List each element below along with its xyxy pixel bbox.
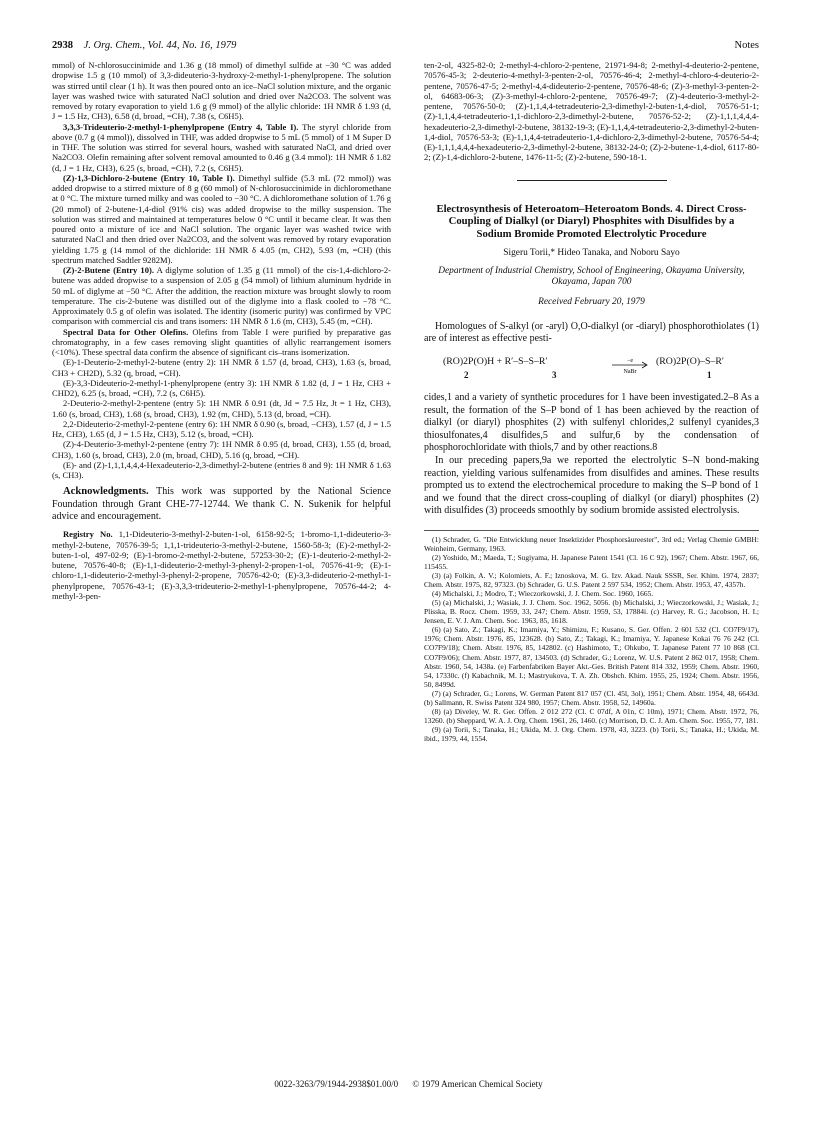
arrow-bottom-label: NaBr [623, 368, 637, 375]
left-column [52, 60, 391, 601]
compound-number: 3 [552, 369, 557, 380]
registry-numbers [52, 529, 391, 601]
reaction-arrow-icon [610, 356, 650, 376]
spectral-entry: (E)- and (Z)-1,1,1,4,4,4-Hexadeuterio-2,3-dimethyl-2-butene (entries 8 and 9): 1H NMR δ 1.63 (s, CH3). [52, 459, 391, 480]
compound-number: 1 [707, 369, 712, 380]
article-body [424, 321, 759, 518]
footnote: (3) (a) Folkin, A. V.; Kolomiets, A. F.; Iznoskova, M. G. Izv. Akad. Nauk SSSR, Ser. Khim. 1974, 2837; Chem. Abstr. 1975, 82, 97323. (b) Schrader, G. U.S. Patent 2 597 534, 1952; Chem. Abstr. 1953, 47, 4357h. [424, 571, 759, 590]
paragraph [52, 327, 391, 358]
subheading: Spectral Data for Other Olefins. [63, 326, 189, 337]
reaction-equation [424, 356, 759, 382]
subheading: (Z)-1,3-Dichloro-2-butene (Entry 10, Table I). [63, 172, 235, 183]
paragraph [52, 265, 391, 327]
paragraph [52, 173, 391, 265]
ack-text: This work was supported by the National Science Foundation through Grant CHE-77-12744. We thank C. N. Sukenik for helpful advice and encouragement. [52, 486, 391, 523]
spectral-entry: 2-Deuterio-2-methyl-2-pentene (entry 5): 1H NMR δ 0.91 (dt, Jd = 7.5 Hz, Jt = 1 Hz, CH3), 1.60 (s, broad, CH3), 1.68 (s, broad, CH3), 1.92 (m, CHD), 5.13 (d, broad, =CH). [52, 398, 391, 419]
footnote: (7) (a) Schrader, G.; Lorens, W. German Patent 817 057 (Cl. 45l, 3ol), 1951; Chem. Abstr. 1954, 48, 6643d. (b) Sallmann, R. Swiss Patent 324 980, 1957; Chem. Abstr. 1958, 52, 14960a. [424, 688, 759, 707]
footnote: (2) Yoshido, M.; Maeda, T.; Sugiyama, H. Japanese Patent 1541 (Cl. 16 C 92), 1967; Chem. Abstr. 1967, 66, 115455. [424, 553, 759, 572]
paragraph: Homologues of S-alkyl (or -aryl) O,O-dialkyl (or -diaryl) phosphorothiolates (1) are of interest as effective pesti- [424, 320, 759, 345]
paragraph [52, 122, 391, 173]
acknowledgments [52, 486, 391, 523]
subheading: (Z)-2-Butene (Entry 10). [63, 265, 154, 275]
paragraph: In our preceding papers,9a we reported the electrolytic S–N bond-making reaction, yielding various sulfenamides from disulfides and amines. These results prompted us to extend the electrochemical procedure to making the S–P bond of 1 and we found that the direct cross-coupling of dialkyl (or diaryl) phosphites (2) with disulfides (3) proceeds smoothly by sodium bromide assisted electrolysis. [424, 454, 759, 517]
paragraph: cides,1 and a variety of synthetic procedures for 1 have been investigated.2–8 As a result, the formation of the S–P bond of 1 has been achieved by the reaction of dialkyl (or diaryl) phosphites (2) with sulfenyl chlorides,2 sulfenyl cyanides,3 thiosulfonates,4 disulfides,5 and sulfur,6 by the condensation of phosphorochloridate with thiols,7 and by other reactions.8 [424, 391, 759, 454]
subheading: 3,3,3-Trideuterio-2-methyl-1-phenylpropene (Entry 4, Table I). [63, 121, 299, 132]
paragraph-text: The styryl chloride from above (0.7 g (4 mmol)), dissolved in THF, was added dropwise to 5 mL (5 mmol) of 1 M Super D in THF. The solution was stirred for several hours, washed with saturated NaCl, and dried over Na2CO3. Olefin remaining after solvent removal amounted to 0.46 g (3.4 mmol): 1H NMR δ 1.82 (d, J = 1 Hz, CH3), 6.25 (s, broad, =CH), 7.2 (s, C6H5). [52, 121, 391, 173]
arrow-top-label: −e [626, 357, 634, 364]
registry-continued: ten-2-ol, 4325-82-0; 2-methyl-4-chloro-2-pentene, 21971-94-8; 2-methyl-4-deuterio-2-pentene, 70576-45-3; 2-deuterio-4-methyl-3-penten-2-ol, 70576-46-4; 2-methyl-4-chloro-4-deuterio-2-pentene, 70576-47-5; 2-methyl-4,4-dideuterio-2-pentene, 70576-48-6; (Z)-3-methyl-3-penten-2-ol, 64683-06-3; (Z)-3-methyl-4-chloro-2-pentene, 70576-49-7; (Z)-4-deuterio-3-methyl-2-pentene, 70576-50-0; (Z)-1,1,4,4-tetradeuterio-2,3-dimethyl-2-buten-1,4-diol, 70576-51-1; (Z)-1,1,4,4-tetradeuterio-1,1-dichloro-2,3-dimethyl-2-butene, 70576-52-2; (Z)-1,1,1,4,4,4-hexadeuterio-2,3-dimethyl-2-butene, 38132-19-3; (E)-1,1,4,4-tetradeuterio-2,3-dimethyl-2-buten-1,4-diol, 70576-53-3; (E)-1,1,4,4-tetradeuterio-1,4-dichloro-2,3-dimethyl-2-butene, 70576-54-4; (E)-1,1,1,4,4,4-hexadeuterio-2,3-dimethyl-2-butene, 38132-24-0; (Z)-2-butene-1,4-diol, 6117-80-2; (Z)-1,4-dichloro-2-butene, 1476-11-5; (Z)-2-butene, 590-18-1. [424, 60, 759, 163]
footnote: (4) Michalski, J.; Modro, T.; Wieczorkowski, J. J. Chem. Soc. 1960, 1665. [432, 589, 654, 599]
footnote: (9) (a) Torii, S.; Tanaka, H.; Ukida, M. J. Org. Chem. 1978, 43, 3223. (b) Torii, S.; Tanaka, H.; Ukida, M. ibid., 1979, 44, 1554. [424, 724, 759, 743]
article-title: Electrosynthesis of Heteroatom–Heteroatom Bonds. 4. Direct Cross-Coupling of Dialkyl (or Diaryl) Phosphites with Disulfides by a Sodium Bromide Promoted Electrolytic Procedure [436, 202, 747, 240]
equation-product: (RO)2P(O)–S–R′ [656, 355, 725, 367]
journal-citation: J. Org. Chem., Vol. 44, No. 16, 1979 [83, 40, 237, 51]
registry-text: 1,1-Dideuterio-3-methyl-2-buten-1-ol, 6158-92-5; 1-bromo-1,1-dideuterio-3-methyl-2-butene, 70576-39-5; 1,1,1-trideuterio-3-methyl-2-butene, 1560-58-3; (E)-2-methyl-2-buten-1-ol, 497-02-9; (E)-1-bromo-2-methyl-2-butene, 57253-30-2; (E)-1-deuterio-2-methyl-2-butene, 70576-40-8; (E)-1,1-dideuterio-2-methyl-3-phenyl-2-propen-1-ol, 70576-41-9; (E)-1-chloro-1,1-dideuterio-2-methyl-3-phenyl-2-propene, 70576-42-0; (E)-3,3-dideuterio-2-methyl-1-phenylpropene, 70576-43-1; (E)-3,3,3-trideuterio-2-methyl-1-phenylpropene, 70576-44-2; 4-methyl-3-pen- [52, 529, 391, 601]
footnote: (1) Schrader, G. "Die Entwicklung neuer Insektizider Phosphorsäureester", 3rd ed.; Verlag Chemie GMBH: Weinheim, Germany, 1963. [424, 534, 759, 553]
running-header [52, 40, 759, 54]
paragraph-text: Dimethyl sulfide (5.3 mL (72 mmol)) was added dropwise to a stirred mixture of 8 g (60 mmol) of N-chlorosuccinimide in dichloromethane at 0 °C. The mixture turned milky and was cooled to −30 °C. A dichloromethane solution of 1.76 g (20 mmol) of 2-butene-1,4-diol (91% cis) was added dropwise to the milky suspension. The solution was stirred and maintained at temperatures below 0 °C until it became clear. It was then poured onto a mixture of ice and NaCl solution. The organic layer was washed twice with saturated NaCl and then dried over Na2CO3, and the solvent was removed by rotary evaporation yielding 1.75 g (14 mmol of the dichloride: 1H NMR δ 4.05 (m, CH2), 5.93 (m, =CH) (this spectrum matched Sadtler 9282M). [52, 172, 391, 265]
article-authors: Sigeru Torii,* Hideo Tanaka, and Noboru Sayo [503, 248, 680, 259]
paragraph-text: Olefins from Table I were purified by preparative gas chromatography, in a few cases removing slight quantities of allylic rearrangement isomers (<10%). These spectral data confirm the absence of significant cis–trans isomerization. [52, 326, 392, 357]
spectral-entry: (E)-3,3-Dideuterio-2-methyl-1-phenylpropene (entry 3): 1H NMR δ 1.82 (d, J = 1 Hz, CH3 + CHD2), 6.25 (s, broad, =CH), 7.2 (s, C6H5). [52, 377, 391, 398]
footnote: (8) (a) Diveley, W. R. Ger. Offen. 2 012 272 (Cl. C 07df, A 01n, C 10m), 1971; Chem. Abstr. 1972, 76, 13260. (b) Sheppard, W. A. J. Org. Chem. 1961, 26, 1460. (c) Morrison, D. C. J. Am. Chem. Soc. 1955, 77, 181. [424, 706, 759, 725]
footnote: (6) (a) Sato, Z.; Takagi, K.; Imamiya, Y.; Shimizu, F.; Kusano, S. Ger. Offen. 2 601 532 (Cl. CO7F9/17), 1976; Chem. Abstr. 1976, 85, 123628. (b) Sato, Z.; Takagi, K.; Imamiya, Y. Japanese Kokai 76 76 242 (Cl. CO7F9/18); Chem. Abstr. 1976, 85, 142802. (c) Hashimoto, T.; Ohkubo, T. Japanese Patent 77 10 868 (Cl. CO7F9/06); Chem. Abstr. 1977, 87, 134503. (d) Schrader, G.; Lorenz, W. U.S. Patent 2 862 017, 1958; Chem. Abstr. 1960, 54, 1438a. (e) Farbenfabriken Bayer Akt.-Ges. British Patent 814 332, 1959; Chem. Abstr. 1960, 54, 17330c. (f) Kabachnik, M. I.; Mastryukova, T. A. Zh. Obshch. Khim. 1955, 25, 1924; Chem. Abstr. 1956, 50, 8499d. [424, 625, 759, 689]
paragraph: mmol) of N-chlorosuccinimide and 1.36 g (18 mmol) of dimethyl sulfide at −30 °C was added dropwise 1.5 g (10 mmol) of 3,3-dideuterio-3-hydroxy-2-methyl-1-phenylpropene. The solution was stirred until clear (1 h). It was then poured onto an ice–NaCl solution mixture, and the organic layer was washed twice with saturated NaCl solution and dried over Na2CO3. The solvent was removed by rotary evaporation to yield 1.6 g (9 mmol) of the allylic chloride: 1H NMR δ 1.93 (d, J = 1.5 Hz, CH3), 6.58 (d, broad, =CH), 7.38 (s, C6H5). [52, 60, 391, 122]
page-footer [0, 1079, 817, 1089]
footnotes [424, 530, 759, 743]
spectral-entry: (E)-1-Deuterio-2-methyl-2-butene (entry 2): 1H NMR δ 1.57 (d, broad, CH3), 1.63 (s, broad, CH3 + CH2D), 5.32 (q, broad, =CH). [52, 357, 391, 378]
equation-reactants: (RO)2P(O)H + R′–S–S–R′ [443, 355, 548, 367]
received-date: Received February 20, 1979 [538, 296, 645, 307]
article-code: 0022-3263/79/1944-2938$01.00/0 [274, 1079, 399, 1089]
ack-heading: Acknowledgments. [63, 486, 149, 498]
compound-number: 2 [464, 369, 469, 380]
right-column [424, 60, 759, 743]
copyright: © 1979 American Chemical Society [412, 1079, 543, 1089]
registry-heading: Registry No. [63, 529, 113, 540]
section-label: Notes [734, 40, 759, 51]
footnote: (5) (a) Michalski, J.; Wasiak, J. J. Chem. Soc. 1962, 5056. (b) Michalski, J.; Wieczorkowski, J.; Wasiak, J.; Plisska, B. Rocz. Chem. 1959, 33, 247; Chem. Abstr. 1959, 53, 17884i. (c) Harvey, R. G.; Jacobson, H. I.; Jensen, E. V. J. Am. Chem. Soc. 1963, 85, 1618. [424, 598, 759, 626]
section-divider [517, 180, 667, 181]
spectral-entry: (Z)-4-Deuterio-3-methyl-2-pentene (entry 7): 1H NMR δ 0.95 (d, broad, CH3), 1.55 (d, broad, CH3), 1.60 (s, broad, CH3), 2.0 (m, broad, CHD), 5.16 (q, broad, =CH). [52, 439, 391, 460]
paragraph-text: A diglyme solution of 1.35 g (11 mmol) of the cis-1,4-dichloro-2-butene was added dropwise to a suspension of 2.05 g (54 mmol) of lithium aluminum hydride in 50 mL of diglyme at −50 °C. After the addition, the reaction mixture was brought slowly to room temperature. The cis-2-butene was distilled out of the diglyme into a flask cooled to −78 °C. Approximately 0.5 g of olefin was isolated. The identity (isomeric purity) was confirmed by VPC comparison with commercial cis and trans isomers: 1H NMR δ 1.6 (m, CH3), 5.45 (m, =CH). [52, 265, 391, 327]
spectral-entry: 2,2-Dideuterio-2-methyl-2-pentene (entry 6): 1H NMR δ 0.90 (s, broad, −CH3), 1.57 (d, J = 1.5 Hz, CH3), 1.65 (d, J = 1.5 Hz, CH3), 5.12 (s, broad, =CH). [52, 418, 391, 439]
author-affiliation: Department of Industrial Chemistry, School of Engineering, Okayama University, Okayama, Japan 700 [438, 265, 745, 288]
page-number: 2938 [52, 40, 73, 51]
